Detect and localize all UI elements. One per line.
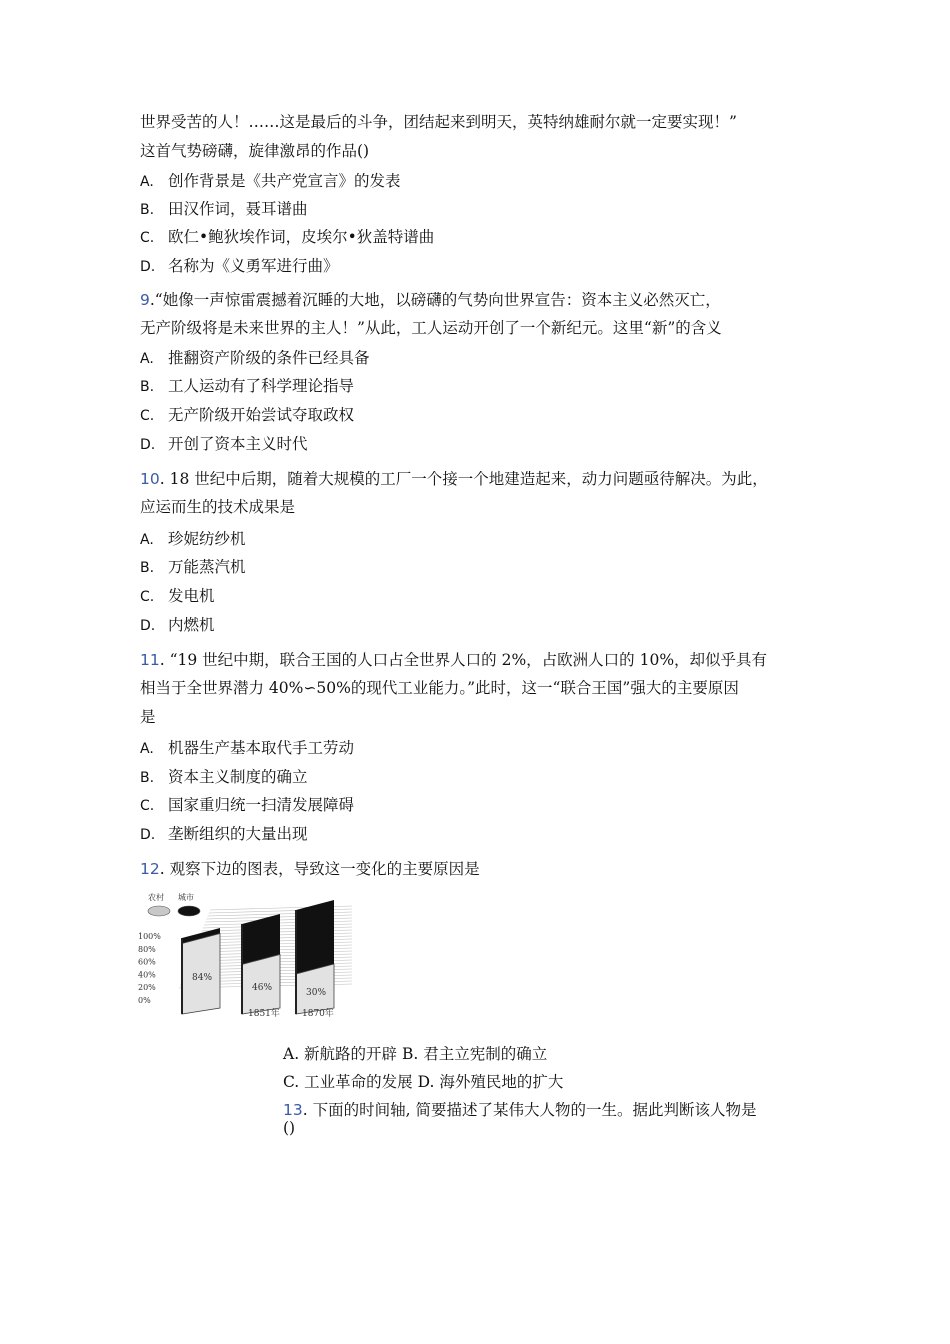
q8-option-d[interactable] <box>140 256 339 277</box>
bar-urban-segment <box>296 900 334 974</box>
q10-stem-line1 <box>140 469 768 489</box>
option-letter: B. <box>140 770 155 786</box>
bar-value-label: 30% <box>306 988 327 998</box>
q13-stem-line1 <box>283 1100 756 1120</box>
q11-option-c[interactable] <box>140 795 354 816</box>
option-text: 无产阶级开始尝试夺取政权 <box>168 406 355 424</box>
option-text: 开创了资本主义时代 <box>168 435 308 453</box>
chart-bars <box>179 900 352 1014</box>
y-tick-label: 20% <box>138 983 156 993</box>
q12-stem-text: . 观察下边的图表，导致这一变化的主要原因是 <box>159 860 480 878</box>
option-text: 发电机 <box>168 587 215 605</box>
y-tick-label: 40% <box>138 970 156 980</box>
q11-stem-text: . “19 世纪中期，联合王国的人口占全世界人口的 2%，占欧洲人口的 10%，却似乎具有 <box>159 651 768 669</box>
q12-options-text: A. 新航路的开辟 B. 君主立宪制的确立 <box>283 1045 548 1063</box>
option-letter: A. <box>140 174 154 190</box>
question-number: 9 <box>140 291 150 309</box>
option-letter: C. <box>140 230 155 246</box>
q9-option-d[interactable] <box>140 434 308 455</box>
q8-option-c[interactable] <box>140 227 434 248</box>
option-text: 内燃机 <box>168 616 215 634</box>
q11-stem-line1 <box>140 650 767 670</box>
chart-x-labels <box>248 1007 334 1019</box>
q9-option-b[interactable] <box>140 376 354 397</box>
q11-stem-line3: 是 <box>140 708 156 726</box>
option-letter: C. <box>140 589 155 605</box>
option-letter: D. <box>140 827 156 843</box>
option-letter: B. <box>140 560 155 576</box>
question-number: 13 <box>283 1101 303 1119</box>
chart-y-axis <box>138 932 161 1005</box>
q11-option-d[interactable] <box>140 824 308 845</box>
option-letter: B. <box>140 202 155 218</box>
option-letter: C. <box>140 408 155 424</box>
option-letter: C. <box>140 798 155 814</box>
legend-swatch <box>148 906 170 916</box>
q10-stem-line2: 应运而生的技术成果是 <box>140 498 296 516</box>
y-tick-label: 0% <box>138 996 151 1005</box>
bar-value-label: 46% <box>252 983 273 994</box>
option-letter: D. <box>140 437 156 453</box>
q9-stem-line2: 无产阶级将是未来世界的主人！”从此，工人运动开创了一个新纪元。这里“新”的含义 <box>140 319 722 337</box>
option-text: 名称为《义勇军进行曲》 <box>168 257 339 275</box>
option-text: 珍妮纺纱机 <box>168 530 246 548</box>
option-text: 推翻资产阶级的条件已经具备 <box>168 349 370 367</box>
legend-label: 城市 <box>178 893 194 902</box>
y-tick-label: 100% <box>138 932 161 941</box>
q10-option-a[interactable] <box>140 529 246 550</box>
q8-stem-line2: 这首气势磅礴，旋律激昂的作品() <box>140 142 370 160</box>
q12-stem-line1 <box>140 859 480 879</box>
q11-stem-line2: 相当于全世界潜力 40%∽50%的现代工业能力。”此时，这一“联合王国”强大的主要原因 <box>140 679 739 697</box>
legend-label: 农村 <box>148 893 164 902</box>
q10-stem-text: . 18 世纪中后期，随着大规模的工厂一个接一个地建造起来，动力问题亟待解决。为此， <box>159 470 768 488</box>
q8-stem-line1: 世界受苦的人！……这是最后的斗争，团结起来到明天，英特纳雄耐尔就一定要实现！” <box>140 113 737 131</box>
option-text: 万能蒸汽机 <box>168 558 246 576</box>
option-letter: D. <box>140 259 156 275</box>
bar-value-label: 84% <box>192 972 213 983</box>
q10-option-b[interactable] <box>140 557 246 578</box>
q9-option-c[interactable] <box>140 405 354 426</box>
option-text: 创作背景是《共产党宣言》的发表 <box>168 172 401 190</box>
option-text: 工人运动有了科学理论指导 <box>168 377 355 395</box>
question-number: 12 <box>140 860 160 878</box>
urban-rural-chart <box>138 890 358 1022</box>
q13-stem-text: . 下面的时间轴, 简要描述了某伟大人物的一生。据此判断该人物是 <box>302 1101 757 1119</box>
option-letter: A. <box>140 741 154 757</box>
legend-swatch <box>178 906 200 916</box>
q13-stem-line2: () <box>283 1119 296 1137</box>
option-text: 欧仁•鲍狄埃作词，皮埃尔•狄盖特谱曲 <box>168 228 435 246</box>
q11-option-a[interactable] <box>140 738 354 759</box>
q12-options-line2[interactable] <box>283 1072 563 1092</box>
q11-option-b[interactable] <box>140 767 308 788</box>
q10-option-c[interactable] <box>140 586 215 607</box>
q10-option-d[interactable] <box>140 615 215 636</box>
question-number: 10 <box>140 470 160 488</box>
option-letter: A. <box>140 351 154 367</box>
option-text: 资本主义制度的确立 <box>168 768 308 786</box>
option-text: 机器生产基本取代手工劳动 <box>168 739 355 757</box>
q8-option-a[interactable] <box>140 171 401 192</box>
q12-options-line1[interactable] <box>283 1044 547 1064</box>
q9-option-a[interactable] <box>140 348 370 369</box>
y-tick-label: 80% <box>138 944 156 954</box>
option-letter: B. <box>140 379 155 395</box>
x-tick-label: 1870年 <box>302 1009 334 1019</box>
chart-legend <box>148 892 200 916</box>
x-tick-label: 1851年 <box>248 1009 280 1019</box>
q9-stem-line1 <box>140 290 721 310</box>
option-letter: D. <box>140 618 156 634</box>
question-number: 11 <box>140 651 160 669</box>
q8-option-b[interactable] <box>140 199 308 220</box>
option-text: 田汉作词，聂耳谱曲 <box>168 200 308 218</box>
q12-options-text: C. 工业革命的发展 D. 海外殖民地的扩大 <box>283 1073 564 1091</box>
option-letter: A. <box>140 532 154 548</box>
option-text: 垄断组织的大量出现 <box>168 825 308 843</box>
y-tick-label: 60% <box>138 957 156 967</box>
option-text: 国家重归统一扫清发展障碍 <box>168 796 355 814</box>
q9-stem-text: .“她像一声惊雷震撼着沉睡的大地，以磅礴的气势向世界宣告：资本主义必然灭亡， <box>149 291 721 309</box>
